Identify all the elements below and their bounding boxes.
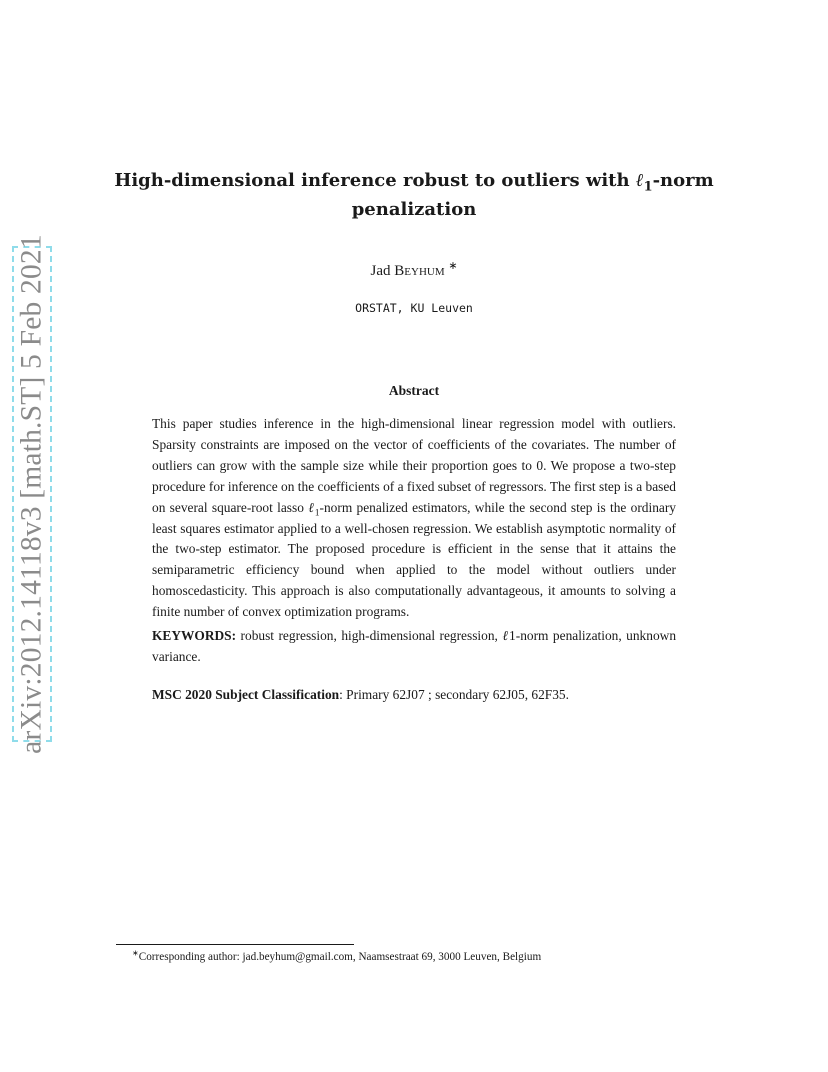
affiliation: ORSTAT, KU Leuven	[355, 301, 473, 315]
msc-label: MSC 2020 Subject Classification	[152, 687, 340, 702]
keywords-ell-symbol: ℓ	[502, 628, 510, 643]
keywords-text-part1: robust regression, high-dimensional regression,	[236, 628, 503, 643]
abstract-ell-symbol: ℓ	[308, 499, 315, 515]
keywords-paragraph	[152, 626, 676, 668]
arxiv-stamp	[12, 234, 52, 754]
footnote-mark: ∗	[132, 948, 139, 958]
title-text-before: High-dimensional inference robust to outliers with	[114, 170, 636, 191]
title-ell-subscript: 1	[643, 179, 653, 195]
keywords-text-part2: 1-norm penalization, unknown variance.	[152, 628, 677, 664]
author-last-name: Beyhum	[394, 263, 445, 279]
abstract-heading: Abstract	[388, 383, 440, 398]
msc-classification	[152, 685, 676, 706]
abstract-ell-subscript: 1	[314, 507, 320, 519]
footnote-text: Corresponding author: jad.beyhum@gmail.com, Naamsestraat 69, 3000 Leuven, Belgium	[138, 951, 542, 963]
author-footnote-mark: ∗	[448, 260, 458, 272]
abstract-body	[152, 414, 676, 623]
arxiv-identifier: arXiv:2012.14118v3 [math.ST] 5 Feb 2021	[15, 234, 48, 754]
title-text-after: -norm penalization	[351, 170, 714, 220]
paper-title	[100, 166, 728, 224]
footnote	[132, 949, 752, 965]
author-line	[0, 260, 828, 280]
author-first-name: Jad	[370, 263, 395, 279]
title-ell-symbol: ℓ	[635, 170, 644, 191]
abstract-text-part2: -norm penalized estimators, while the second step is the ordinary least squares estimator applied to a well-chosen regression. We establish asymptotic normality of the two-step estimator. The proposed procedure is efficient in the sense that it attains the semiparametric efficiency bound when applied to the model without outliers under homoscedasticity. This approach is also computationally advantageous, it amounts to solving a finite number of convex optimization programs.	[152, 499, 676, 620]
abstract-text-part1: This paper studies inference in the high-dimensional linear regression model with outliers. Sparsity constraints are imposed on the vector of coefficients of the covariates. The number of outliers can grow with the sample size while their proportion goes to 0. We propose a two-step procedure for inference on the coefficients of a fixed subset of regressors. The first step is a based on several square-root lasso	[152, 416, 676, 515]
msc-text: : Primary 62J07 ; secondary 62J05, 62F35.	[339, 687, 569, 702]
footnote-rule	[116, 944, 354, 945]
keywords-label: KEYWORDS:	[152, 628, 237, 643]
